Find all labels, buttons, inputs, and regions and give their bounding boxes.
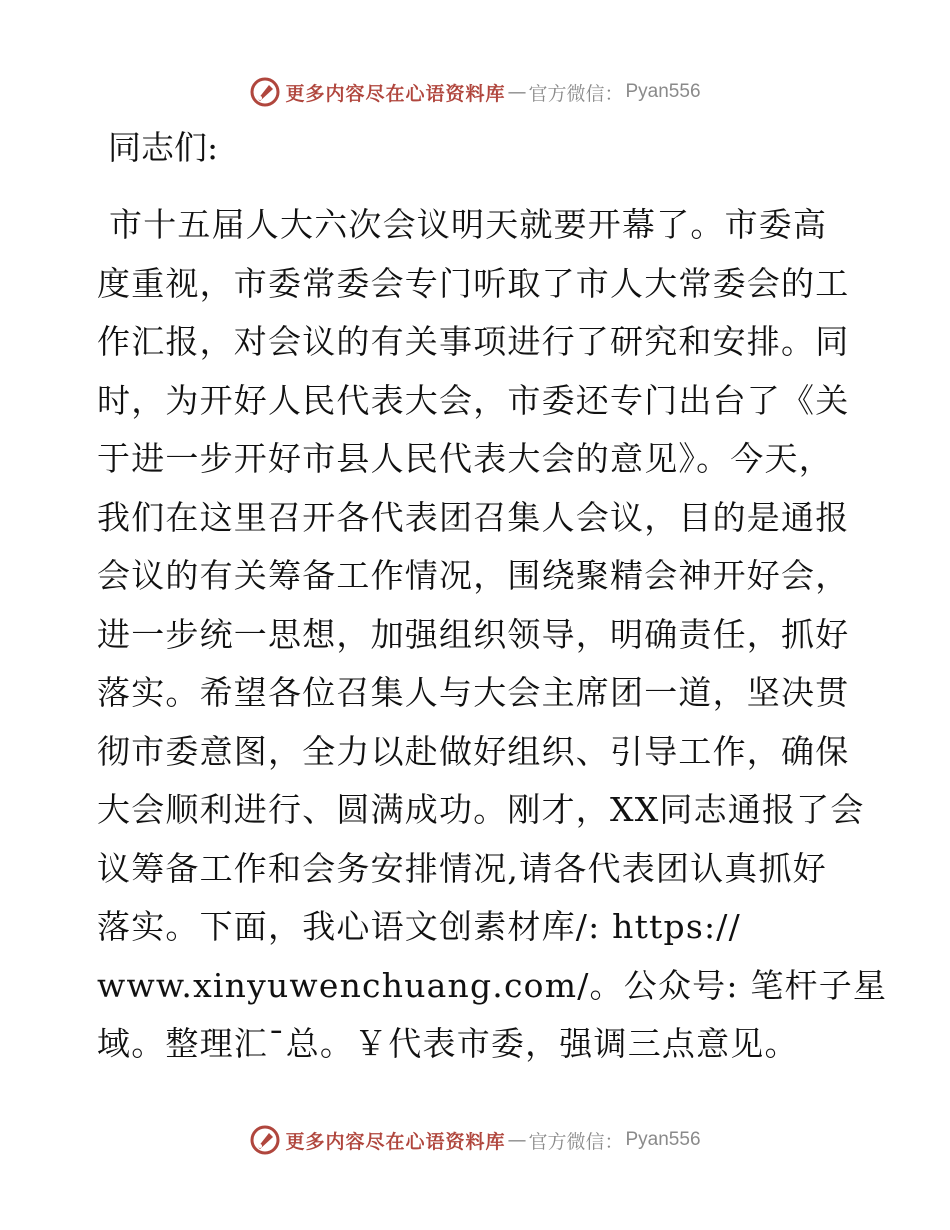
banner-wechat-id: Pyan556 [625,1129,701,1150]
paragraph-line: 域。整理汇¯总。￥代表市委，强调三点意见。 [97,1024,799,1063]
paragraph-line: 度重视，市委常委会专门听取了市人大常委会的工 [97,263,850,303]
paragraph-line: 会议的有关筹备工作情况，围绕聚精会神开好会， [97,556,850,595]
paragraph-line: 于进一步开好市县人民代表大会的意见》。今天， [97,439,833,478]
paragraph-line: 彻市委意图，全力以赴做好组织、引导工作，确保 [97,731,850,771]
banner-title: 更多内容尽在心语资料库 [285,82,506,105]
paragraph-line: 落实。希望各位召集人与大会主席团一道，坚决贯 [97,673,850,712]
header-banner [0,72,950,112]
banner-wechat-label: 官方微信： [528,82,624,105]
paragraph-line: 市十五届人大六次会议明天就要开幕了。市委高 [109,205,828,244]
banner-title: 更多内容尽在心语资料库 [285,1130,506,1153]
pen-nib-logo-icon [249,76,281,108]
paragraph-line: www.xinyuwenchuang.com/。公众号: 笔杆子星 [97,965,888,1005]
banner-dash: — [507,1129,527,1151]
paragraph-line: 议筹备工作和会务安排情况,请各代表团认真抓好 [97,848,827,888]
paragraph-line: 进一步统一思想，加强组织领导，明确责任，抓好 [97,614,850,654]
paragraph-line: 大会顺利进行、圆满成功。刚才，XX同志通报了会 [97,790,865,829]
banner-wechat-id: Pyan556 [625,81,701,102]
banner-wechat-label: 官方微信： [528,1130,624,1153]
salutation: 同志们: [108,128,219,167]
paragraph-line: 我们在这里召开各代表团召集人会议，目的是通报 [97,497,850,537]
paragraph-line: 作汇报，对会议的有关事项进行了研究和安排。同 [97,322,850,361]
footer-banner [0,1120,950,1160]
paragraph-line: 时，为开好人民代表大会，市委还专门出台了《关 [97,380,850,420]
body-paragraph [97,196,888,1074]
banner-dash: — [507,81,527,103]
pen-nib-logo-icon [249,1124,281,1156]
paragraph-line: 落实。下面，我心语文创素材库/: https:// [97,907,741,946]
